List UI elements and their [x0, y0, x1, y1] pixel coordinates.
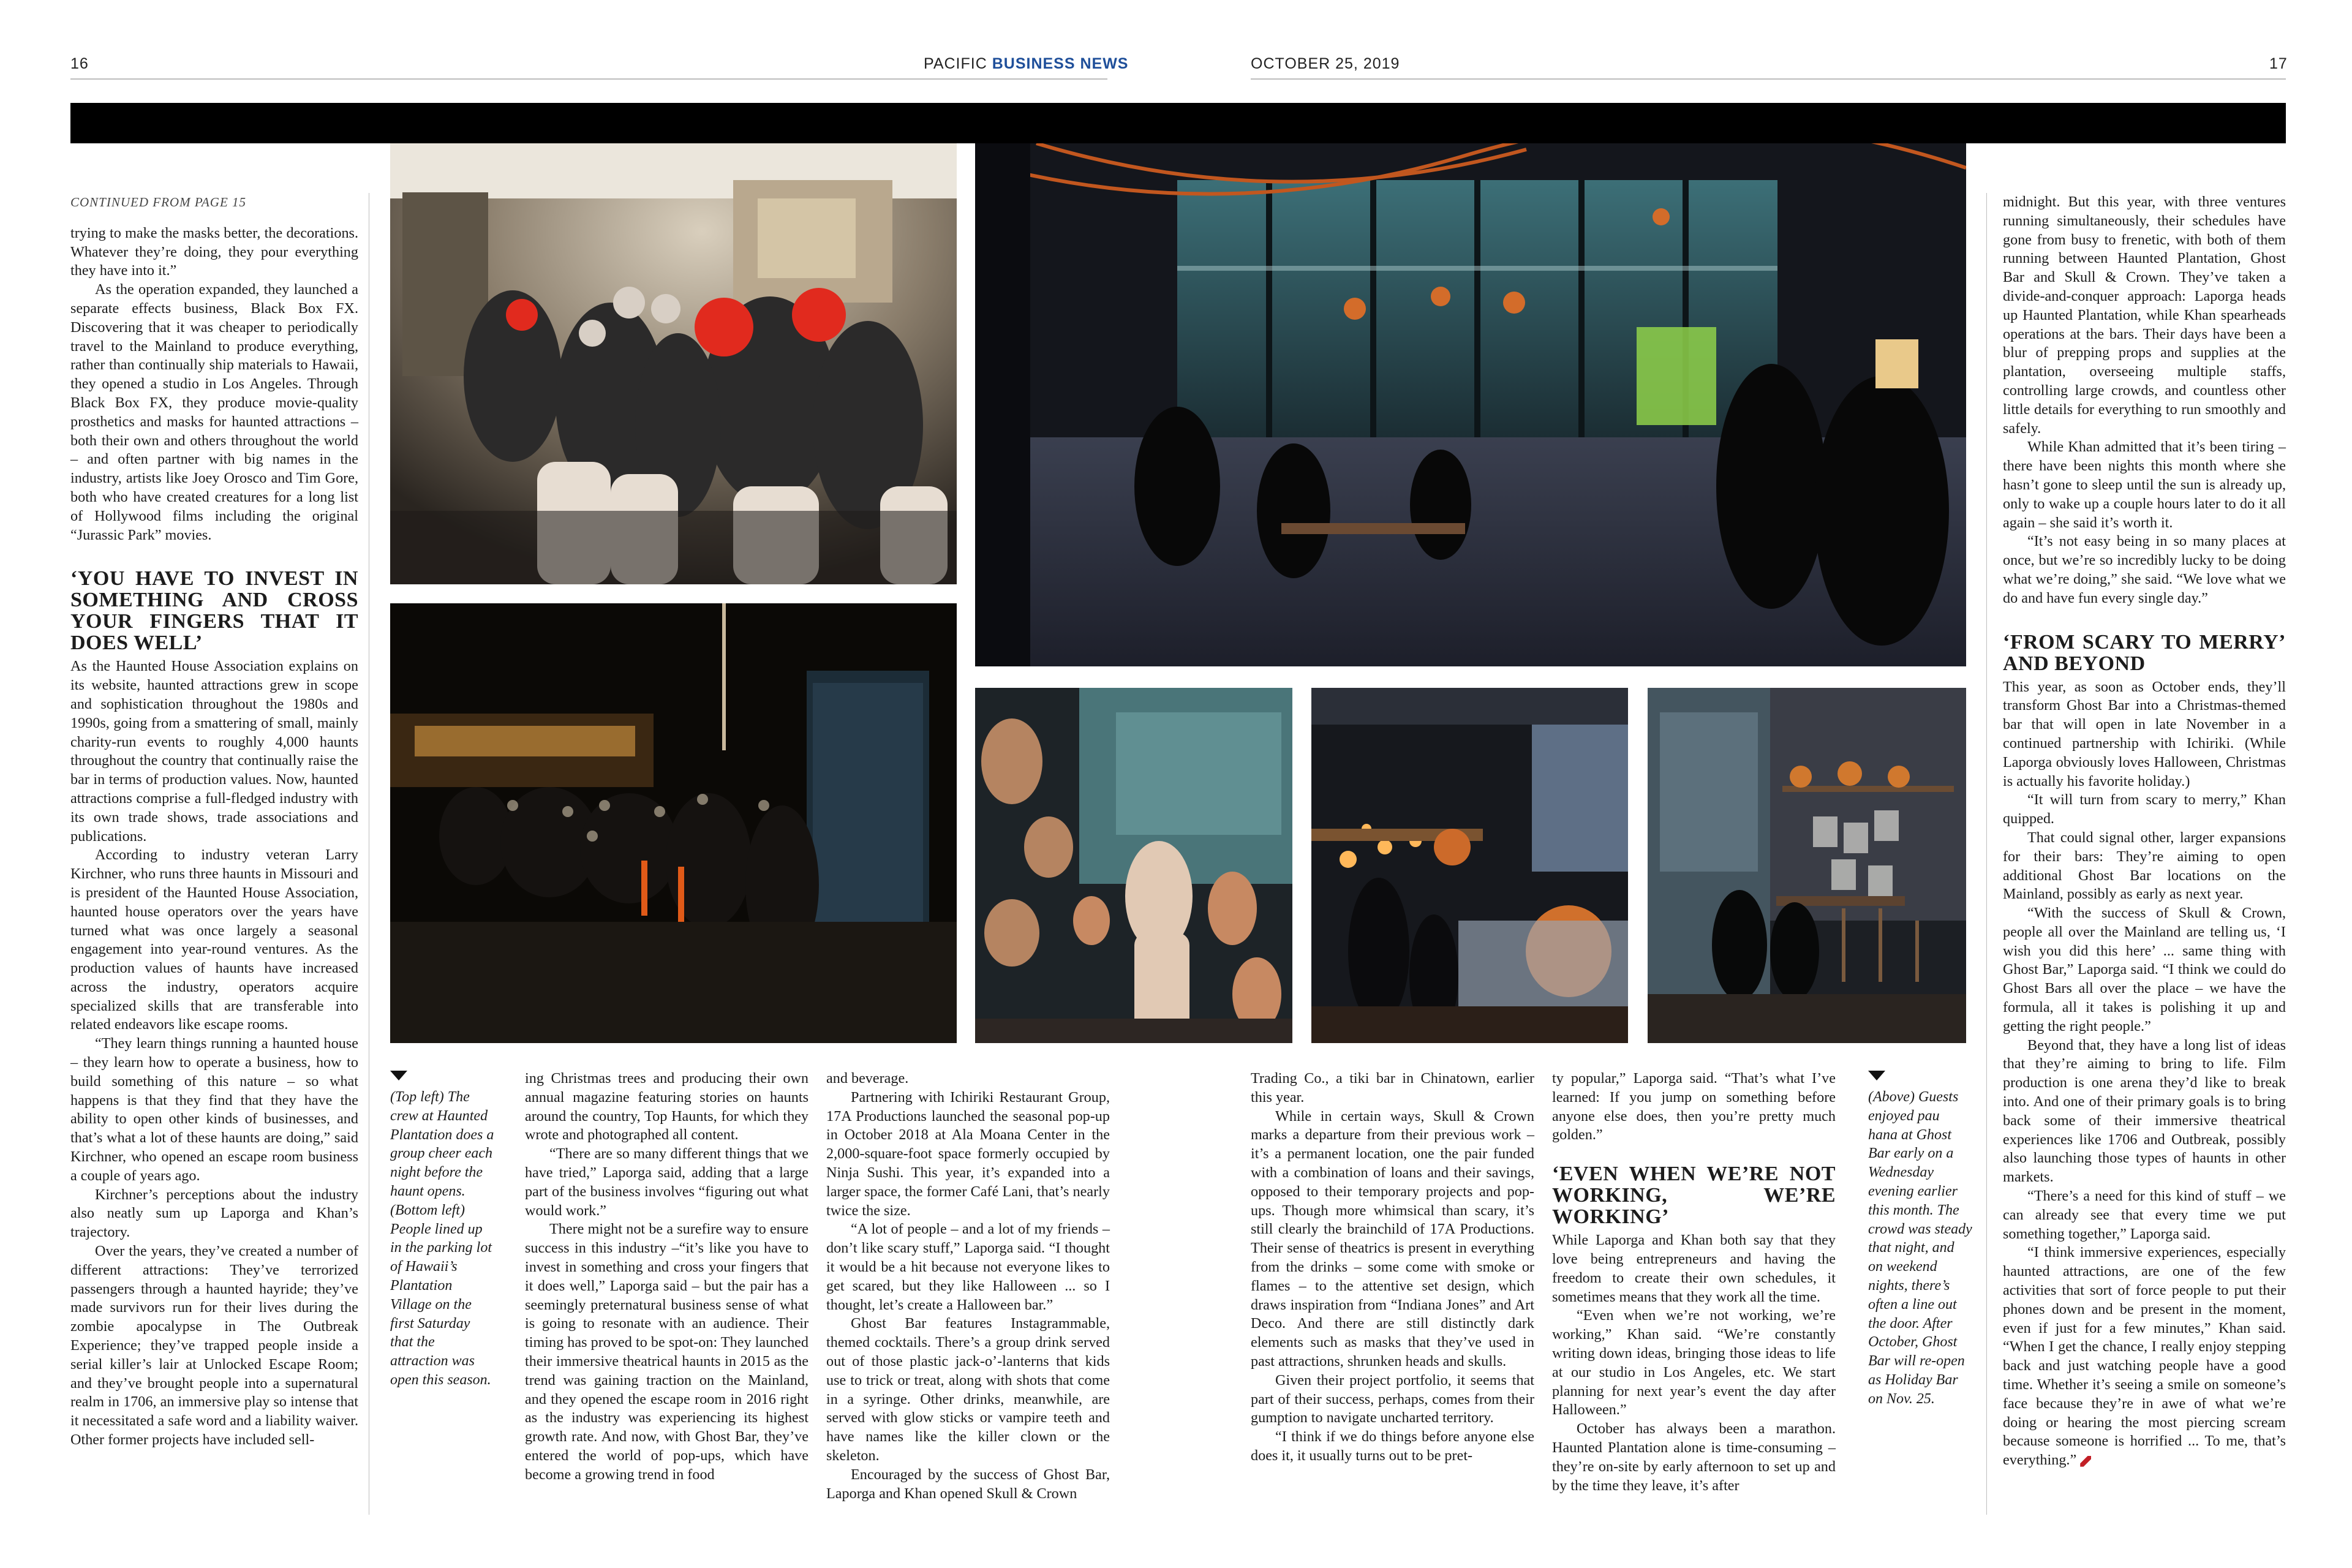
column-divider [1986, 193, 1987, 1515]
body-paragraph: “Even when we’re not working, we’re working,” Khan said. “We’re constantly writing down ideas, bringing those ideas to life at our studio in Los Angeles, etc. We start planning for next year’s event the day after Halloween.” [1552, 1307, 1836, 1419]
body-paragraph: That could signal other, larger expansions for their bars: They’re aiming to open additional Ghost Bar locations on the Mainland, possibly as early as next year. [2003, 829, 2286, 903]
caption-text: (Above) Guests enjoyed pau hana at Ghost Bar early on a Wednesday evening earlier this month. The crowd was steady that night, and on weekend nights, there’s often a line out the door. After October, Ghost Bar will re-open as Holiday Bar on Nov. 25. [1868, 1089, 1972, 1407]
body-paragraph: ing Christmas trees and producing their own annual magazine featuring stories on haunts around the country, Top Haunts, for which they wrote and photographed all content. [525, 1070, 809, 1144]
body-paragraph: Trading Co., a tiki bar in Chinatown, earlier this year. [1251, 1070, 1534, 1106]
article-column-8 [2003, 193, 2286, 1470]
continued-from-label: CONTINUED FROM PAGE 15 [70, 195, 247, 209]
caption-arrow-icon [1868, 1071, 1885, 1080]
black-banner [70, 103, 2286, 143]
body-paragraph [2003, 1243, 2286, 1470]
page-number-left: 16 [70, 55, 89, 72]
body-paragraph: trying to make the masks better, the decorations. Whatever they’re doing, they pour everything they have into it.” [70, 224, 358, 279]
body-paragraph: October has always been a marathon. Haunted Plantation alone is time-consuming – they’re on-site by early afternoon to set up and by the time they leave, it’s after [1552, 1420, 1836, 1494]
article-column-1 [70, 193, 358, 1450]
article-column-6 [1552, 1069, 1836, 1495]
article-column-3 [525, 1069, 809, 1485]
body-paragraph: “I think if we do things before anyone else does it, it usually turns out to be pret- [1251, 1428, 1534, 1464]
photo-caption-right [1868, 1071, 1972, 1409]
section-heading: ‘YOU HAVE TO INVEST IN SOMETHING AND CROSS YOUR FINGERS THAT IT DOES WELL’ [70, 567, 358, 655]
body-paragraph: midnight. But this year, with three ventures running simultaneously, their schedules have gone from busy to frenetic, with both of them running between Haunted Plantation, Ghost Bar and Skull & Crown. They’ve taken a divide-and-conquer approach: Laporga heads up Haunted Plantation, while Khan spearheads operations at the bars. Their days have been a blur of prepping props and supplies at the plantation, overseeing multiple staffs, controlling large crowds, and countless other little details for everything to run smoothly and safely. [2003, 194, 2286, 437]
body-paragraph: “With the success of Skull & Crown, people all over the Mainland are telling us, ‘I wish you did this here’ ... same thing with Ghost Bar,” Laporga said. “I think we could do Ghost Bars all over the place – we have the formula, all it takes is polishing it up and getting the right people.” [2003, 905, 2286, 1035]
body-paragraph: ty popular,” Laporga said. “That’s what I’ve learned: If you jump on something before anyone else does, then you’re pretty much golden.” [1552, 1070, 1836, 1144]
body-paragraph: Given their project portfolio, it seems that part of their success, perhaps, comes from their gumption to navigate uncharted territory. [1251, 1371, 1534, 1427]
body-paragraph: While in certain ways, Skull & Crown marks a departure from their previous work – it’s a permanent location, one the pair funded with a combination of loans and their savings, opposed to their temporary projects and pop-ups. Though more whimsical than scary, it’s still clearly the brainchild of 17A Productions. Their sense of theatrics is present in everything from the drinks – some come with smoke or flames – to the attentive set design, which draws inspiration from “Indiana Jones” and Art Deco. And there are still distinctly dark elements such as masks that they’ve used in past attractions, shrunken heads and skulls. [1251, 1107, 1534, 1370]
body-paragraph: “There’s a need for this kind of stuff – we can already see that every time we put something together,” Laporga said. [2003, 1188, 2286, 1242]
body-paragraph: and beverage. [826, 1070, 909, 1087]
photo-crew-group-cheer [390, 143, 957, 584]
caption-text: (Top left) The crew at Haunted Plantation does a group cheer each night before the haunt opens. (Bottom left) People lined up in the parking lot of Hawaii’s Plantation Village on the first Saturday that the attraction was open this season. [390, 1089, 494, 1388]
body-paragraph: “It will turn from scary to merry,” Khan quipped. [2003, 791, 2286, 827]
photo-seating-area [1648, 688, 1966, 1043]
caption-arrow-icon [390, 1071, 407, 1080]
body-paragraph: While Khan admitted that it’s been tiring – there have been nights this month where she hasn’t gone to sleep until the sun is already up, only to wake up a couple hours later to do it all again – she said it’s worth it. [2003, 439, 2286, 531]
photo-parking-lot-line [390, 603, 957, 1043]
body-paragraph: Kirchner’s perceptions about the industry also neatly sum up Laporga and Khan’s trajectory. [70, 1186, 358, 1241]
photo-caption-left [390, 1071, 494, 1390]
header-rule-right [1251, 78, 2286, 80]
photo-masks-props [975, 688, 1292, 1043]
end-mark-icon [2080, 1456, 2091, 1467]
issue-date: OCTOBER 25, 2019 [1251, 55, 1400, 72]
body-paragraph: As the operation expanded, they launched a separate effects business, Black Box FX. Discovering that it was cheaper to periodically travel to the Mainland to produce everything, rather than continually ship materials to Hawaii, they opened a studio in Los Angeles. Through Black Box FX, they produce movie-quality prosthetics and masks for haunted attractions – both their own and others throughout the world – and often partner with big names in the industry, artists like Joey Orosco and Tim Gore, both who have created creatures for a long list of Hollywood films including the original “Jurassic Park” movies. [70, 281, 358, 543]
page-number-right: 17 [2269, 55, 2288, 72]
body-paragraph: “It’s not easy being in so many places at once, but we’re so incredibly lucky to be doing what we’re doing,” she said. “We love what we do and have fun every single day.” [2003, 533, 2286, 606]
body-paragraph: Partnering with Ichiriki Restaurant Group, 17A Productions launched the seasonal pop-up in October 2018 at Ala Moana Center in the 2,000-square-foot space formerly occupied by Ninja Sushi. This year, it’s expanded into a larger space, the former Café Lani, that’s nearly twice the size. [826, 1088, 1110, 1219]
body-paragraph: “They learn things running a haunted house – they learn how to operate a business, how to build something of this nature – so what happens is that they find that they have the ability to open other kinds of businesses, and that’s what a lot of these haunts are doing,” said Kirchner, who opened an escape room business a couple of years ago. [70, 1035, 358, 1184]
publication-prefix: PACIFIC [924, 55, 987, 72]
photo-bar-counter-pumpkin [1311, 688, 1628, 1043]
section-heading: ‘EVEN WHEN WE’RE NOT WORKING, WE’RE WORKING’ [1552, 1163, 1836, 1229]
photo-ghost-bar-interior [975, 143, 1966, 666]
section-heading: ‘FROM SCARY TO MERRY’ AND BEYOND [2003, 630, 2286, 675]
header-rule-left [70, 78, 1107, 80]
body-paragraph: Beyond that, they have a long list of ideas that they’re aiming to bring to life. Film production is one arena they’d like to break into. And one of their primary goals is to bring back some of their immersive theatrical experiences like 1706 and Outbreak, possibly also launching those types of haunts in other markets. [2003, 1036, 2286, 1186]
body-paragraph-text: “I think immersive experiences, especially haunted attractions, are one of the few activities that sort of force people to put their phones down and be present in the moment, even if just for a few minutes,” Khan said. “When I get the chance, I really enjoy stepping back and just watching people have a good time. Whether it’s seeing a smile on someone’s face because they’re in awe of what we’re doing or hearing the most piercing scream because someone is horrified ... To me, that’s everything.” [2003, 1244, 2286, 1469]
publication-bold: BUSINESS NEWS [992, 55, 1129, 72]
body-paragraph: As the Haunted House Association explains on its website, haunted attractions grew in scope and sophistication throughout the 1980s and 1990s, going from a smattering of small, mainly charity-run events to roughly 4,000 haunts throughout the country that continually raise the bar in terms of production values. Now, haunted attractions comprise a full-fledged industry with its own trade shows, trade associations and publications. [70, 658, 358, 845]
body-paragraph: While Laporga and Khan both say that they love being entrepreneurs and having the freedom to create their own schedules, it sometimes means that they work all the time. [1552, 1232, 1836, 1305]
body-paragraph: There might not be a surefire way to ensure success in this industry –“it’s like you have to invest in something and cross your fingers that it does well,” Laporga said – but the pair has a seemingly preternatural business sense of what is going to resonate with an audience. Their timing has proved to be spot-on: They launched their immersive theatrical haunts in 2015 as the trend was gaining traction on the Mainland, and they opened the escape room in 2016 right as the industry was experiencing its highest growth rate. And now, with Ghost Bar, they’ve entered the world of pop-ups, which have become a growing trend in food [525, 1221, 809, 1483]
body-paragraph: “A lot of people – and a lot of my friends – don’t like scary stuff,” Laporga said. “I thought it would be a hit because not everyone likes to get scared, but they like Halloween ... so I thought, let’s create a Halloween bar.” [826, 1221, 1110, 1313]
body-paragraph: “There are so many different things that we have tried,” Laporga said, adding that a large part of the business involves “figuring out what would work.” [525, 1145, 809, 1219]
publication-name [924, 55, 1128, 73]
body-paragraph: Encouraged by the success of Ghost Bar, Laporga and Khan opened Skull & Crown [826, 1466, 1110, 1502]
body-paragraph: According to industry veteran Larry Kirchner, who runs three haunts in Missouri and is president of the Haunted House Association, haunted house operators over the years have turned what was once largely a seasonal engagement into year-round ventures. As the production values of haunts have increased across the industry, operators acquire specialized skills that are transferable into related endeavors like escape rooms. [70, 846, 358, 1033]
article-column-4 [826, 1069, 1110, 1503]
article-column-5 [1251, 1069, 1534, 1466]
body-paragraph: Ghost Bar features Instagrammable, themed cocktails. There’s a group drink served out of those plastic jack-o’-lanterns that kids use to trick or treat, along with shots that come in a syringe. Other drinks, meanwhile, are served with glow sticks or vampire teeth and have names like the killer clown or the skeleton. [826, 1315, 1110, 1464]
body-paragraph: Over the years, they’ve created a number of different attractions: They’ve terrorized passengers through a haunted hayride; they’ve made survivors run for their lives during the zombie apocalypse in The Outbreak Experience; they’ve trapped people inside a serial killer’s lair at Unlocked Escape Room; and they’ve brought people into a supernatural realm in 1706, an immersive play so intense that it necessitated a safe word and a liability waiver. Other former projects have included sell- [70, 1243, 358, 1449]
body-paragraph: This year, as soon as October ends, they’ll transform Ghost Bar into a Christmas-themed bar that will open in late November in a continued partnership with Ichiriki. (While Laporga obviously loves Halloween, Christmas is actually his favorite holiday.) [2003, 678, 2286, 790]
